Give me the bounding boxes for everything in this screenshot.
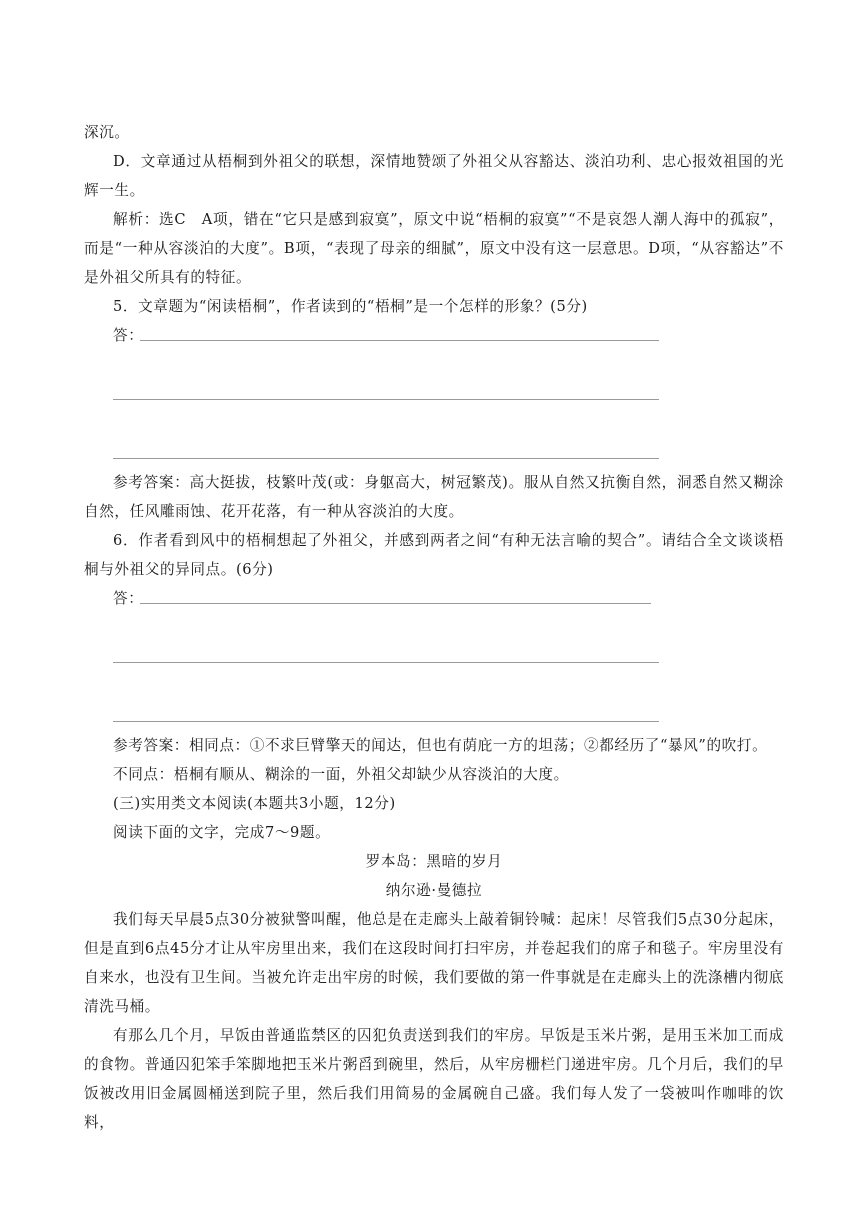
answer-line-q6-2[interactable]	[113, 643, 784, 672]
answer-underline	[140, 340, 659, 341]
article-paragraph-1: 我们每天早晨5点30分被狱警叫醒，他总是在走廊头上敲着铜铃喊：起床！尽管我们5点30分起床，但是直到6点45分才让从牢房里出来，我们在这段时间打扫牢房，并卷起我们的席子和毯子。牢房里没有自来水，也没有卫生间。当被允许走出牢房的时候，我们要做的第一件事就是在走廊头上的洗涤槽内彻底清洗马桶。	[84, 911, 784, 1015]
answer-underline	[140, 603, 651, 604]
answer-label: 答：	[113, 327, 144, 344]
answer-line-q5-3[interactable]	[113, 439, 784, 468]
answer-line-q6-3[interactable]	[113, 702, 784, 731]
answer-underline	[113, 721, 659, 722]
question-5: 5．文章题为“闲读梧桐”，作者读到的“梧桐”是一个怎样的形象？(5分)	[113, 298, 588, 315]
reading-instruction: 阅读下面的文字，完成7～9题。	[113, 824, 331, 841]
section-heading: (三)实用类文本阅读(本题共3小题，12分)	[113, 795, 396, 812]
answer-underline	[113, 662, 659, 663]
paragraph-continuation: 深沉。	[84, 124, 130, 141]
answer-line-q5-1[interactable]	[113, 321, 784, 350]
reference-answer-5: 参考答案：高大挺拔，枝繁叶茂(或：身躯高大，树冠繁茂)。服从自然又抗衡自然，洞悉自然又糊涂自然，任风雕雨蚀、花开花落，有一种从容淡泊的大度。	[84, 474, 784, 520]
answer-underline	[113, 458, 659, 459]
answer-line-q6-1[interactable]	[113, 584, 784, 613]
article-author: 纳尔逊·曼德拉	[385, 882, 483, 899]
article-title: 罗本岛：黑暗的岁月	[365, 853, 503, 870]
reference-answer-6-different: 不同点：梧桐有顺从、糊涂的一面，外祖父却缺少从容淡泊的大度。	[113, 766, 569, 783]
answer-label: 答：	[113, 590, 144, 607]
analysis-paragraph: 解析：选C A项，错在“它只是感到寂寞”，原文中说“梧桐的寂寞”“不是哀怨人潮人海中的孤寂”，而是“一种从容淡泊的大度”。B项，“表现了母亲的细腻”，原文中没有这一层意思。D项，“从容豁达”不是外祖父所具有的特征。	[84, 211, 784, 286]
article-paragraph-2: 有那么几个月，早饭由普通监禁区的囚犯负责送到我们的牢房。早饭是玉米片粥，是用玉米加工而成的食物。普通囚犯笨手笨脚地把玉米片粥舀到碗里，然后，从牢房栅栏门递进牢房。几个月后，我们的早饭被改用旧金属圆桶送到院子里，然后我们用简易的金属碗自己盛。我们每人发了一袋被叫作咖啡的饮料，	[84, 1027, 784, 1131]
document-content	[84, 118, 784, 1137]
answer-underline	[113, 399, 659, 400]
reference-answer-6-similar: 参考答案：相同点：①不求巨臂擎天的闻达，但也有荫庇一方的坦荡；②都经历了“暴风”的吹打。	[113, 737, 768, 754]
question-6: 6．作者看到风中的梧桐想起了外祖父，并感到两者之间“有种无法言喻的契合”。请结合全文谈谈梧桐与外祖父的异同点。(6分)	[84, 532, 784, 578]
answer-line-q5-2[interactable]	[113, 380, 784, 409]
option-d: D．文章通过从梧桐到外祖父的联想，深情地赞颂了外祖父从容豁达、淡泊功利、忠心报效祖国的光辉一生。	[84, 153, 784, 199]
